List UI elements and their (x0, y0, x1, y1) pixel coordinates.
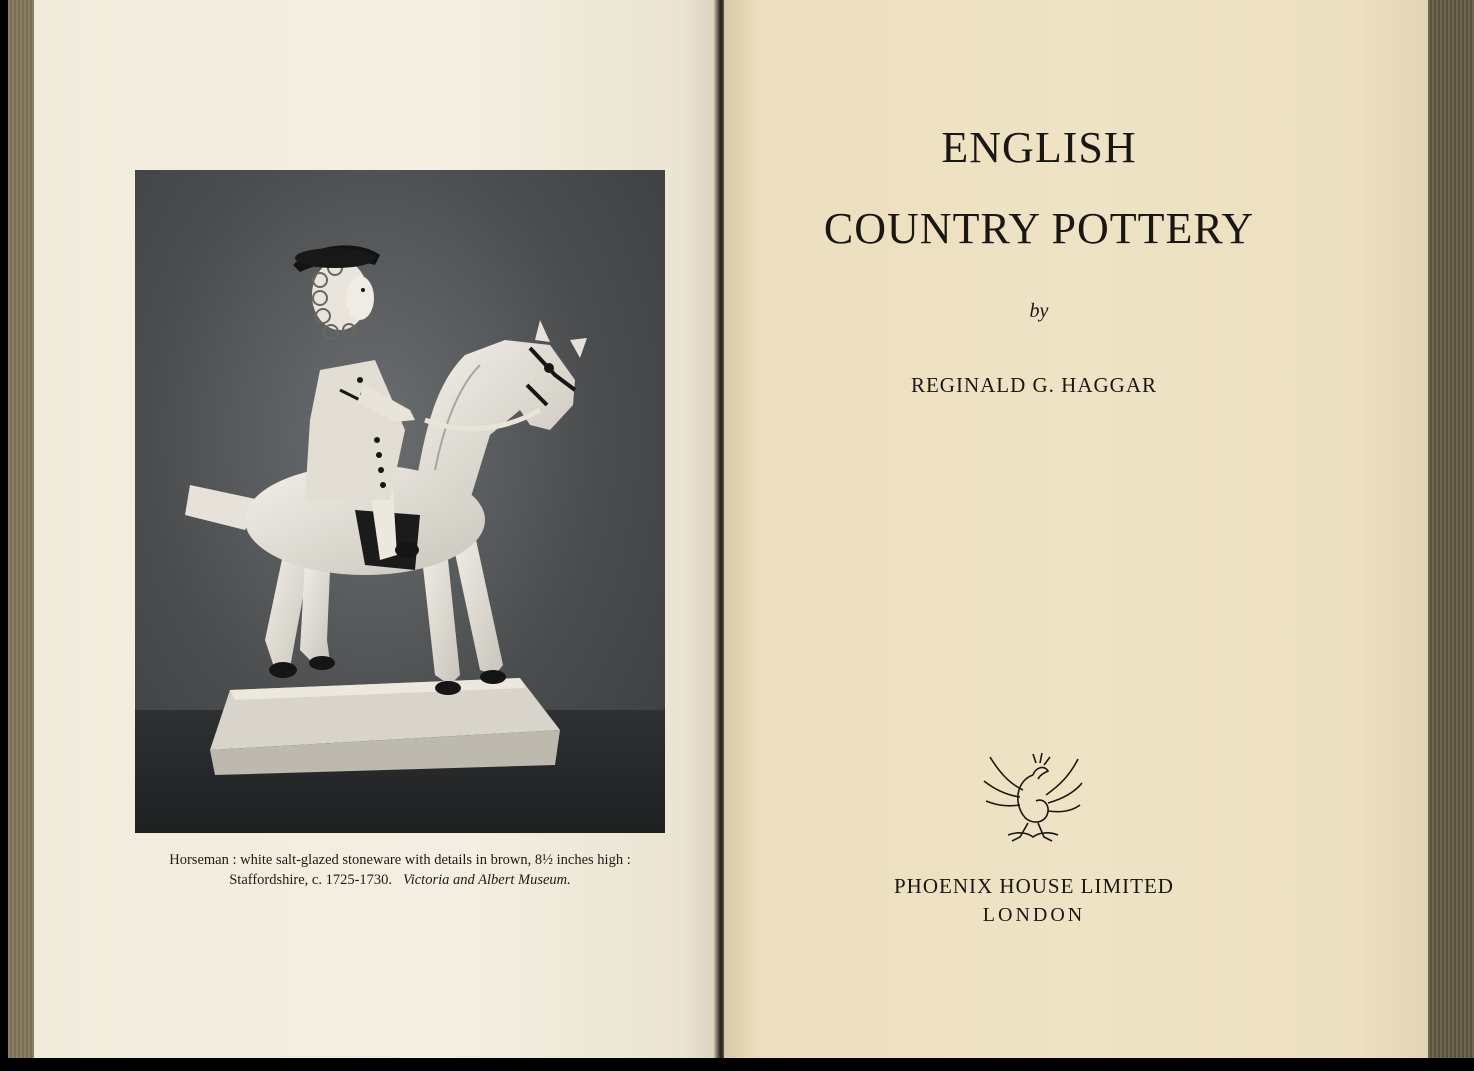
caption-line-2-main: Staffordshire, c. 1725-1730. (229, 872, 393, 888)
phoenix-logo-icon (978, 745, 1088, 855)
publisher-name: PHOENIX HOUSE LIMITED (894, 874, 1174, 898)
caption-credit: Victoria and Albert Museum. (402, 872, 571, 888)
book-title-line-1: ENGLISH (941, 123, 1137, 172)
frontispiece-photo (135, 170, 665, 833)
caption-line-1: Horseman : white salt-glazed stoneware with details in brown, 8½ inches high : (169, 852, 631, 868)
caption-line-2 (120, 870, 680, 890)
bottom-edge-shadow (0, 1058, 1474, 1071)
book-title-line-2: COUNTRY POTTERY (823, 204, 1255, 253)
author-name: REGINALD G. HAGGAR (910, 373, 1158, 397)
horseman-figure-photo (135, 170, 665, 833)
cover-cloth-right (1428, 0, 1474, 1071)
publisher-city: LONDON (982, 904, 1086, 926)
frontispiece-caption (120, 850, 680, 890)
byline: by (1029, 300, 1049, 322)
